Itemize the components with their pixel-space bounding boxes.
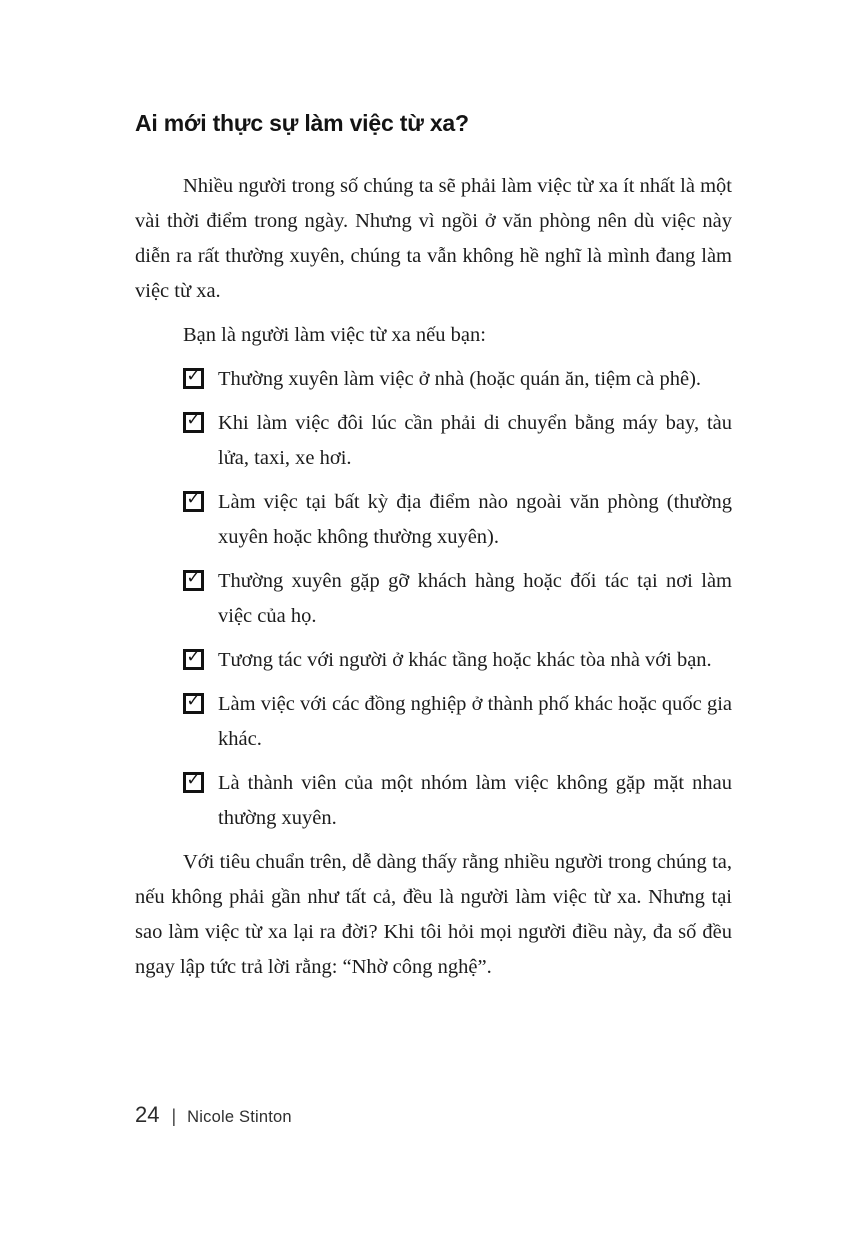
closing-paragraph: Với tiêu chuẩn trên, dễ dàng thấy rằng nhiều người trong chúng ta, nếu không phải gần như tất cả, đều là người làm việc từ xa. Nhưng tại sao làm việc từ xa lại ra đời? Khi tôi hỏi mọi người điều này, đa số đều ngay lập tức trả lời rằng: “Nhờ công nghệ”. [135,851,732,978]
checklist-item [183,406,732,476]
checklist [183,362,732,836]
intro-paragraph: Nhiều người trong số chúng ta sẽ phải làm việc từ xa ít nhất là một vài thời điểm trong ngày. Nhưng vì ngồi ở văn phòng nên dù việc này diễn ra rất thường xuyên, chúng ta vẫn không hề nghĩ là mình đang làm việc từ xa. [135,175,732,302]
checklist-item-text: Thường xuyên gặp gỡ khách hàng hoặc đối tác tại nơi làm việc của họ. [218,570,732,627]
checklist-item-text: Làm việc với các đồng nghiệp ở thành phố khác hoặc quốc gia khác. [218,693,732,750]
section-heading: Ai mới thực sự làm việc từ xa? [135,110,469,136]
checklist-item [183,687,732,757]
check-mark-icon: ✓ [186,691,201,711]
checklist-item-text: Thường xuyên làm việc ở nhà (hoặc quán ăn, tiệm cà phê). [218,368,702,390]
checklist-item [183,564,732,634]
check-mark-icon: ✓ [186,568,201,588]
checkbox-checked-icon [183,570,204,591]
author-name: Nicole Stinton [187,1108,292,1126]
checklist-lead-text: Bạn là người làm việc từ xa nếu bạn: [183,324,486,346]
checklist-item-text: Là thành viên của một nhóm làm việc không gặp mặt nhau thường xuyên. [218,772,732,829]
checklist-item [183,485,732,555]
checklist-item [183,643,732,678]
check-mark-icon: ✓ [186,410,201,430]
page-number: 24 [135,1102,160,1127]
checklist-item-text: Tương tác với người ở khác tầng hoặc khác tòa nhà với bạn. [218,649,712,671]
check-mark-icon: ✓ [186,770,201,790]
page-footer [135,1102,292,1128]
check-mark-icon: ✓ [186,647,201,667]
page-content [135,110,732,994]
check-mark-icon: ✓ [186,489,201,509]
checklist-item [183,766,732,836]
checklist-item-text: Làm việc tại bất kỳ địa điểm nào ngoài văn phòng (thường xuyên hoặc không thường xuyên). [218,491,732,548]
checkbox-checked-icon [183,491,204,512]
checkbox-checked-icon [183,693,204,714]
checkbox-checked-icon [183,649,204,670]
checkbox-checked-icon [183,772,204,793]
checkbox-checked-icon [183,368,204,389]
checklist-item-text: Khi làm việc đôi lúc cần phải di chuyển bằng máy bay, tàu lửa, taxi, xe hơi. [218,412,732,469]
checklist-item [183,362,732,397]
footer-separator: | [171,1106,177,1126]
checkbox-checked-icon [183,412,204,433]
check-mark-icon: ✓ [186,366,201,386]
